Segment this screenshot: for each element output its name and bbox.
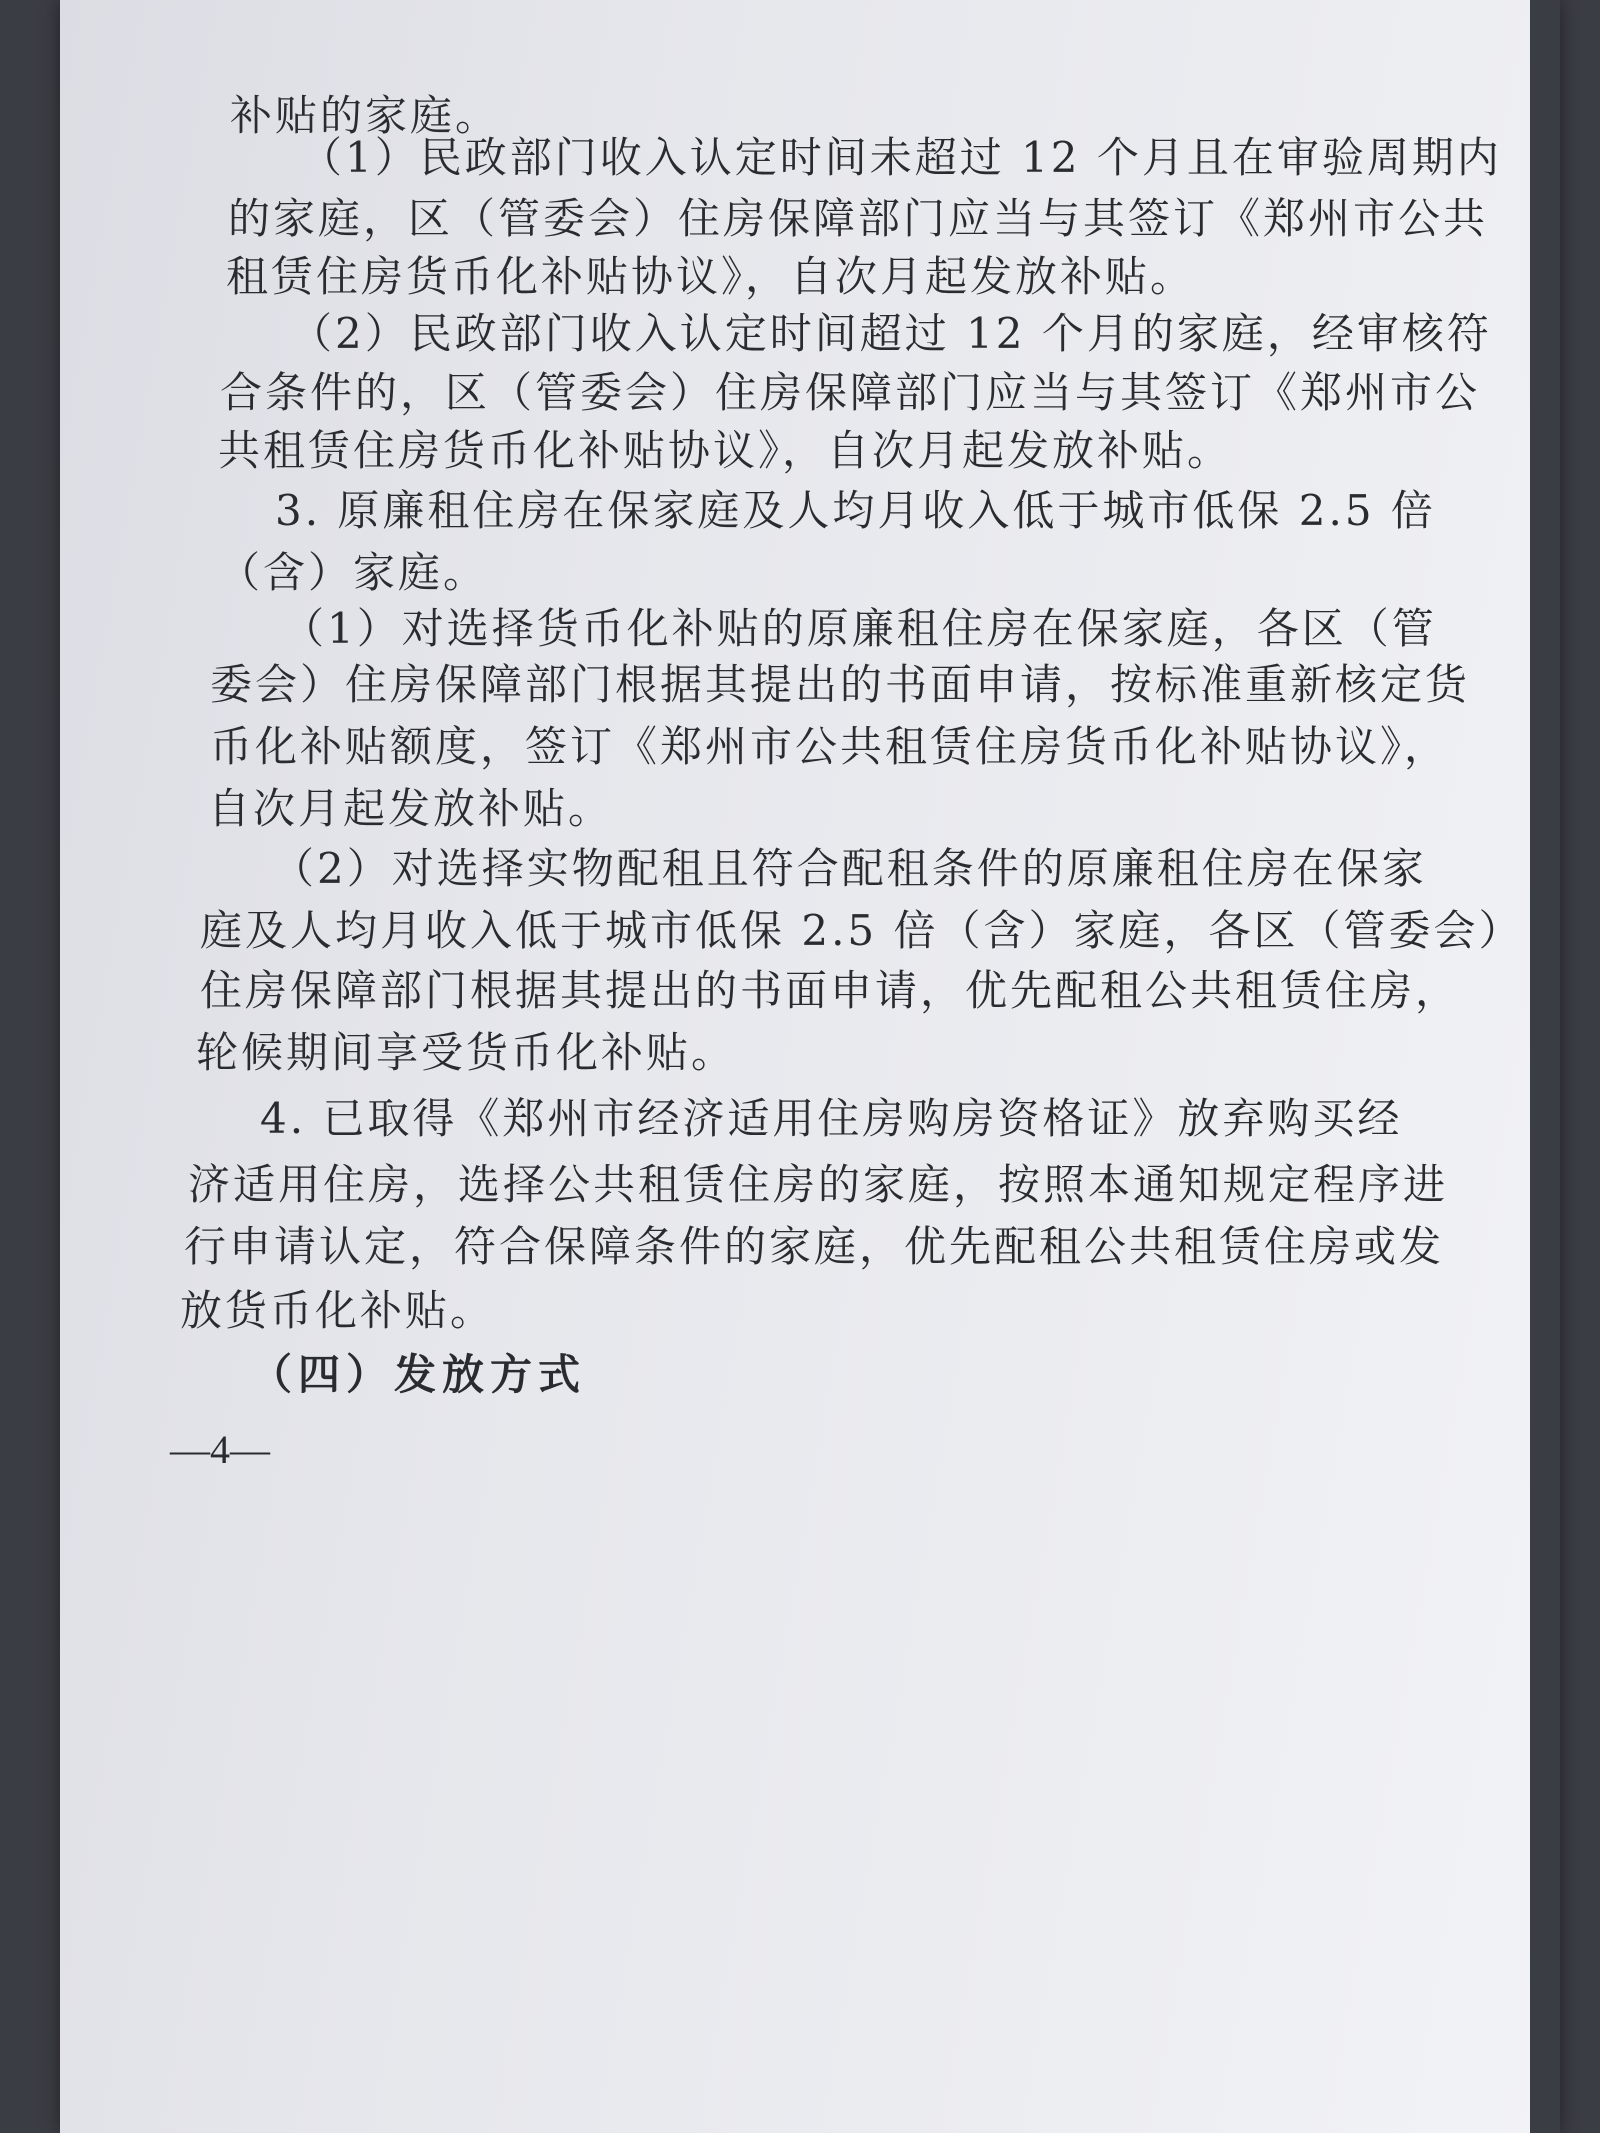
text-line: 4. 已取得《郑州市经济适用住房购房资格证》放弃购买经 — [260, 1094, 1403, 1143]
text-line: 币化补贴额度，签订《郑州市公共租赁住房货币化补贴协议》， — [210, 722, 1450, 771]
text-line: 租赁住房货币化补贴协议》，自次月起发放补贴。 — [226, 252, 1196, 301]
text-line: 的家庭，区（管委会）住房保障部门应当与其签订《郑州市公共 — [228, 194, 1489, 243]
text-line: 行申请认定，符合保障条件的家庭，优先配租公共租赁住房或发 — [184, 1222, 1445, 1271]
text-line: （2）对选择实物配租且符合配租条件的原廉租住房在保家 — [272, 844, 1427, 893]
page-edge — [1530, 0, 1560, 2133]
section-heading: （四）发放方式 — [250, 1350, 587, 1399]
text-line: 住房保障部门根据其提出的书面申请，优先配租公共租赁住房， — [200, 966, 1461, 1015]
text-line: 自次月起发放补贴。 — [208, 784, 614, 833]
text-line: 委会）住房保障部门根据其提出的书面申请，按标准重新核定货 — [210, 660, 1471, 709]
text-line: 共租赁住房货币化补贴协议》，自次月起发放补贴。 — [218, 426, 1233, 475]
text-line: 放货币化补贴。 — [180, 1286, 496, 1335]
document-page — [60, 0, 1560, 2133]
text-line: （含）家庭。 — [218, 548, 489, 597]
text-line: 济适用住房，选择公共租赁住房的家庭，按照本通知规定程序进 — [188, 1160, 1449, 1209]
text-line: （1）民政部门收入认定时间未超过 12 个月且在审验周期内 — [300, 133, 1502, 182]
text-line: 3. 原廉租住房在保家庭及人均月收入低于城市低保 2.5 倍 — [275, 486, 1436, 535]
text-line: 补贴的家庭。 — [230, 91, 501, 140]
text-line: 轮候期间享受货币化补贴。 — [196, 1028, 737, 1077]
text-line: 合条件的，区（管委会）住房保障部门应当与其签订《郑州市公 — [220, 368, 1481, 417]
text-line: 庭及人均月收入低于城市低保 2.5 倍（含）家庭，各区（管委会） — [200, 906, 1524, 955]
text-line: （1）对选择货币化补贴的原廉租住房在保家庭，各区（管 — [282, 604, 1437, 653]
text-line: （2）民政部门收入认定时间超过 12 个月的家庭，经审核符 — [290, 309, 1492, 358]
page-number: —4— — [170, 1427, 270, 1472]
